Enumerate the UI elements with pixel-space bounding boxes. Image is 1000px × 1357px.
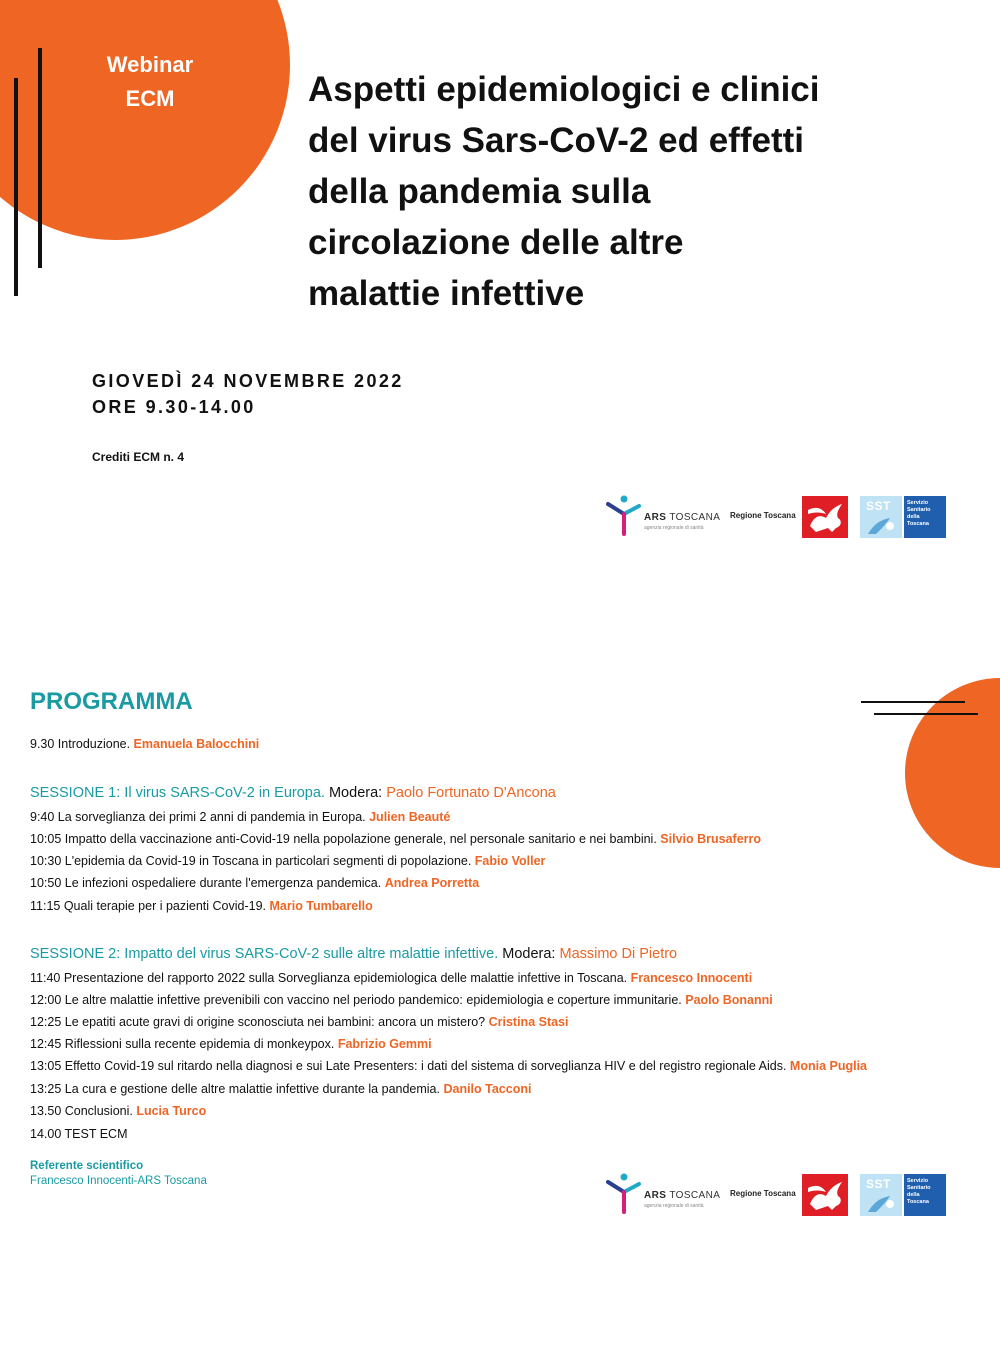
badge-line: Webinar — [106, 52, 194, 77]
speaker-name: Fabrizio Gemmi — [337, 1037, 432, 1051]
sst-emblem-icon — [860, 496, 902, 538]
sst-service-label: Servizio Sanitario della Toscana — [904, 496, 946, 538]
sst-logo — [860, 496, 902, 538]
sponsor-logos — [606, 494, 948, 540]
title-line: Aspetti epidemiologici e clinici — [308, 70, 820, 109]
ecm-credits: Crediti ECM n. 4 — [92, 450, 185, 464]
speaker-name: Julien Beauté — [369, 810, 451, 824]
agenda-item: 11:40 Presentazione del rapporto 2022 sulla Sorveglianza epidemiologica delle malattie infettive in Toscana. Francesco Innocenti — [30, 971, 753, 985]
agenda-item: 14.00 TEST ECM — [30, 1127, 128, 1141]
sst-emblem-icon — [860, 1174, 902, 1216]
sst-word: SST — [866, 1177, 891, 1191]
ars-logo-icon — [606, 1172, 642, 1216]
speaker-name: Silvio Brusaferro — [660, 832, 762, 846]
sponsor-logos — [606, 1172, 948, 1218]
speaker-name: Lucia Turco — [136, 1104, 207, 1118]
event-date — [92, 368, 404, 420]
speaker-name: Cristina Stasi — [488, 1015, 569, 1029]
badge-line: ECM — [125, 86, 175, 111]
title-line: malattie infettive — [308, 274, 585, 313]
agenda-item: 13.50 Conclusioni. Lucia Turco — [30, 1104, 207, 1118]
agenda-item: 10:30 L'epidemia da Covid-19 in Toscana in particolari segmenti di popolazione. Fabio Voller — [30, 854, 546, 868]
orange-circle-decoration — [0, 0, 290, 240]
referente-name: Francesco Innocenti-ARS Toscana — [30, 1175, 207, 1187]
vertical-line-decoration — [14, 78, 18, 296]
title-line: della pandemia sulla — [308, 172, 651, 211]
title-line: circolazione delle altre — [308, 223, 684, 262]
agenda-item: 10:05 Impatto della vaccinazione anti-Covid-19 nella popolazione generale, nel personale sanitario e nei bambini. Silvio Brusaferro — [30, 832, 762, 846]
sst-word: SST — [866, 499, 891, 513]
speaker-name: Francesco Innocenti — [630, 971, 753, 985]
moderator-name: Paolo Fortunato D'Ancona — [386, 785, 556, 801]
agenda-item: 13:05 Effetto Covid-19 sul ritardo nella diagnosi e sui Late Presenters: i dati del sistema di sorveglianza HIV e del registro regionale Aids. Monia Puglia — [30, 1059, 868, 1073]
referente-label: Referente scientifico — [30, 1160, 144, 1172]
page-title — [308, 64, 958, 319]
event-day: GIOVEDÌ 24 NOVEMBRE 2022 — [92, 371, 404, 391]
programma-heading: PROGRAMMA — [30, 688, 193, 715]
agenda-item: 12:00 Le altre malattie infettive prevenibili con vaccino nel periodo pandemico: epidemiologia e coperture immunitarie. Paolo Bonanni — [30, 993, 773, 1007]
moderator-name: Massimo Di Pietro — [559, 946, 678, 962]
agenda-item: 10:50 Le infezioni ospedaliere durante l'emergenza pandemica. Andrea Porretta — [30, 876, 480, 890]
agenda-item: 11:15 Quali terapie per i pazienti Covid-19. Mario Tumbarello — [30, 899, 373, 913]
regione-toscana-label: Regione Toscana — [730, 1189, 796, 1198]
regione-toscana-label: Regione Toscana — [730, 511, 796, 520]
vertical-line-decoration — [38, 48, 42, 268]
speaker-name: Danilo Tacconi — [443, 1082, 532, 1096]
pegasus-icon — [802, 1174, 848, 1216]
session-1-heading: SESSIONE 1: Il virus SARS-CoV-2 in Europa. Modera: Paolo Fortunato D'Ancona — [30, 785, 556, 801]
session-2-heading: SESSIONE 2: Impatto del virus SARS-CoV-2 sulle altre malattie infettive. Modera: Massimo Di Pietro — [30, 946, 678, 962]
speaker-name: Andrea Porretta — [384, 876, 480, 890]
title-line: del virus Sars-CoV-2 ed effetti — [308, 121, 804, 160]
ars-logo-icon — [606, 494, 642, 538]
horizontal-line-decoration — [861, 701, 965, 703]
agenda-item: 12:25 Le epatiti acute gravi di origine sconosciuta nei bambini: ancora un mistero? Cristina Stasi — [30, 1015, 569, 1029]
agenda-item: 13:25 La cura e gestione delle altre malattie infettive durante la pandemia. Danilo Tacconi — [30, 1082, 532, 1096]
agenda-item: 12:45 Riflessioni sulla recente epidemia di monkeypox. Fabrizio Gemmi — [30, 1037, 432, 1051]
agenda-item: 9.30 Introduzione. Emanuela Balocchini — [30, 737, 260, 751]
ars-subtitle: agenzia regionale di sanità — [644, 1203, 704, 1209]
ars-name: ARS TOSCANA — [644, 1190, 721, 1201]
webinar-badge — [60, 48, 240, 116]
speaker-name: Paolo Bonanni — [685, 993, 773, 1007]
horizontal-line-decoration — [874, 713, 978, 715]
ars-subtitle: agenzia regionale di sanità — [644, 525, 704, 531]
speaker-name: Fabio Voller — [474, 854, 546, 868]
regione-toscana-pegasus-logo — [802, 1174, 848, 1216]
pegasus-icon — [802, 496, 848, 538]
speaker-name: Emanuela Balocchini — [133, 737, 260, 751]
regione-toscana-pegasus-logo — [802, 496, 848, 538]
agenda-item: 9:40 La sorveglianza dei primi 2 anni di pandemia in Europa. Julien Beauté — [30, 810, 451, 824]
speaker-name: Mario Tumbarello — [269, 899, 373, 913]
ars-name: ARS TOSCANA — [644, 512, 721, 523]
orange-circle-decoration — [905, 678, 1000, 868]
event-time: ORE 9.30-14.00 — [92, 397, 256, 417]
sst-logo — [860, 1174, 902, 1216]
sst-service-label: Servizio Sanitario della Toscana — [904, 1174, 946, 1216]
speaker-name: Monia Puglia — [789, 1059, 868, 1073]
